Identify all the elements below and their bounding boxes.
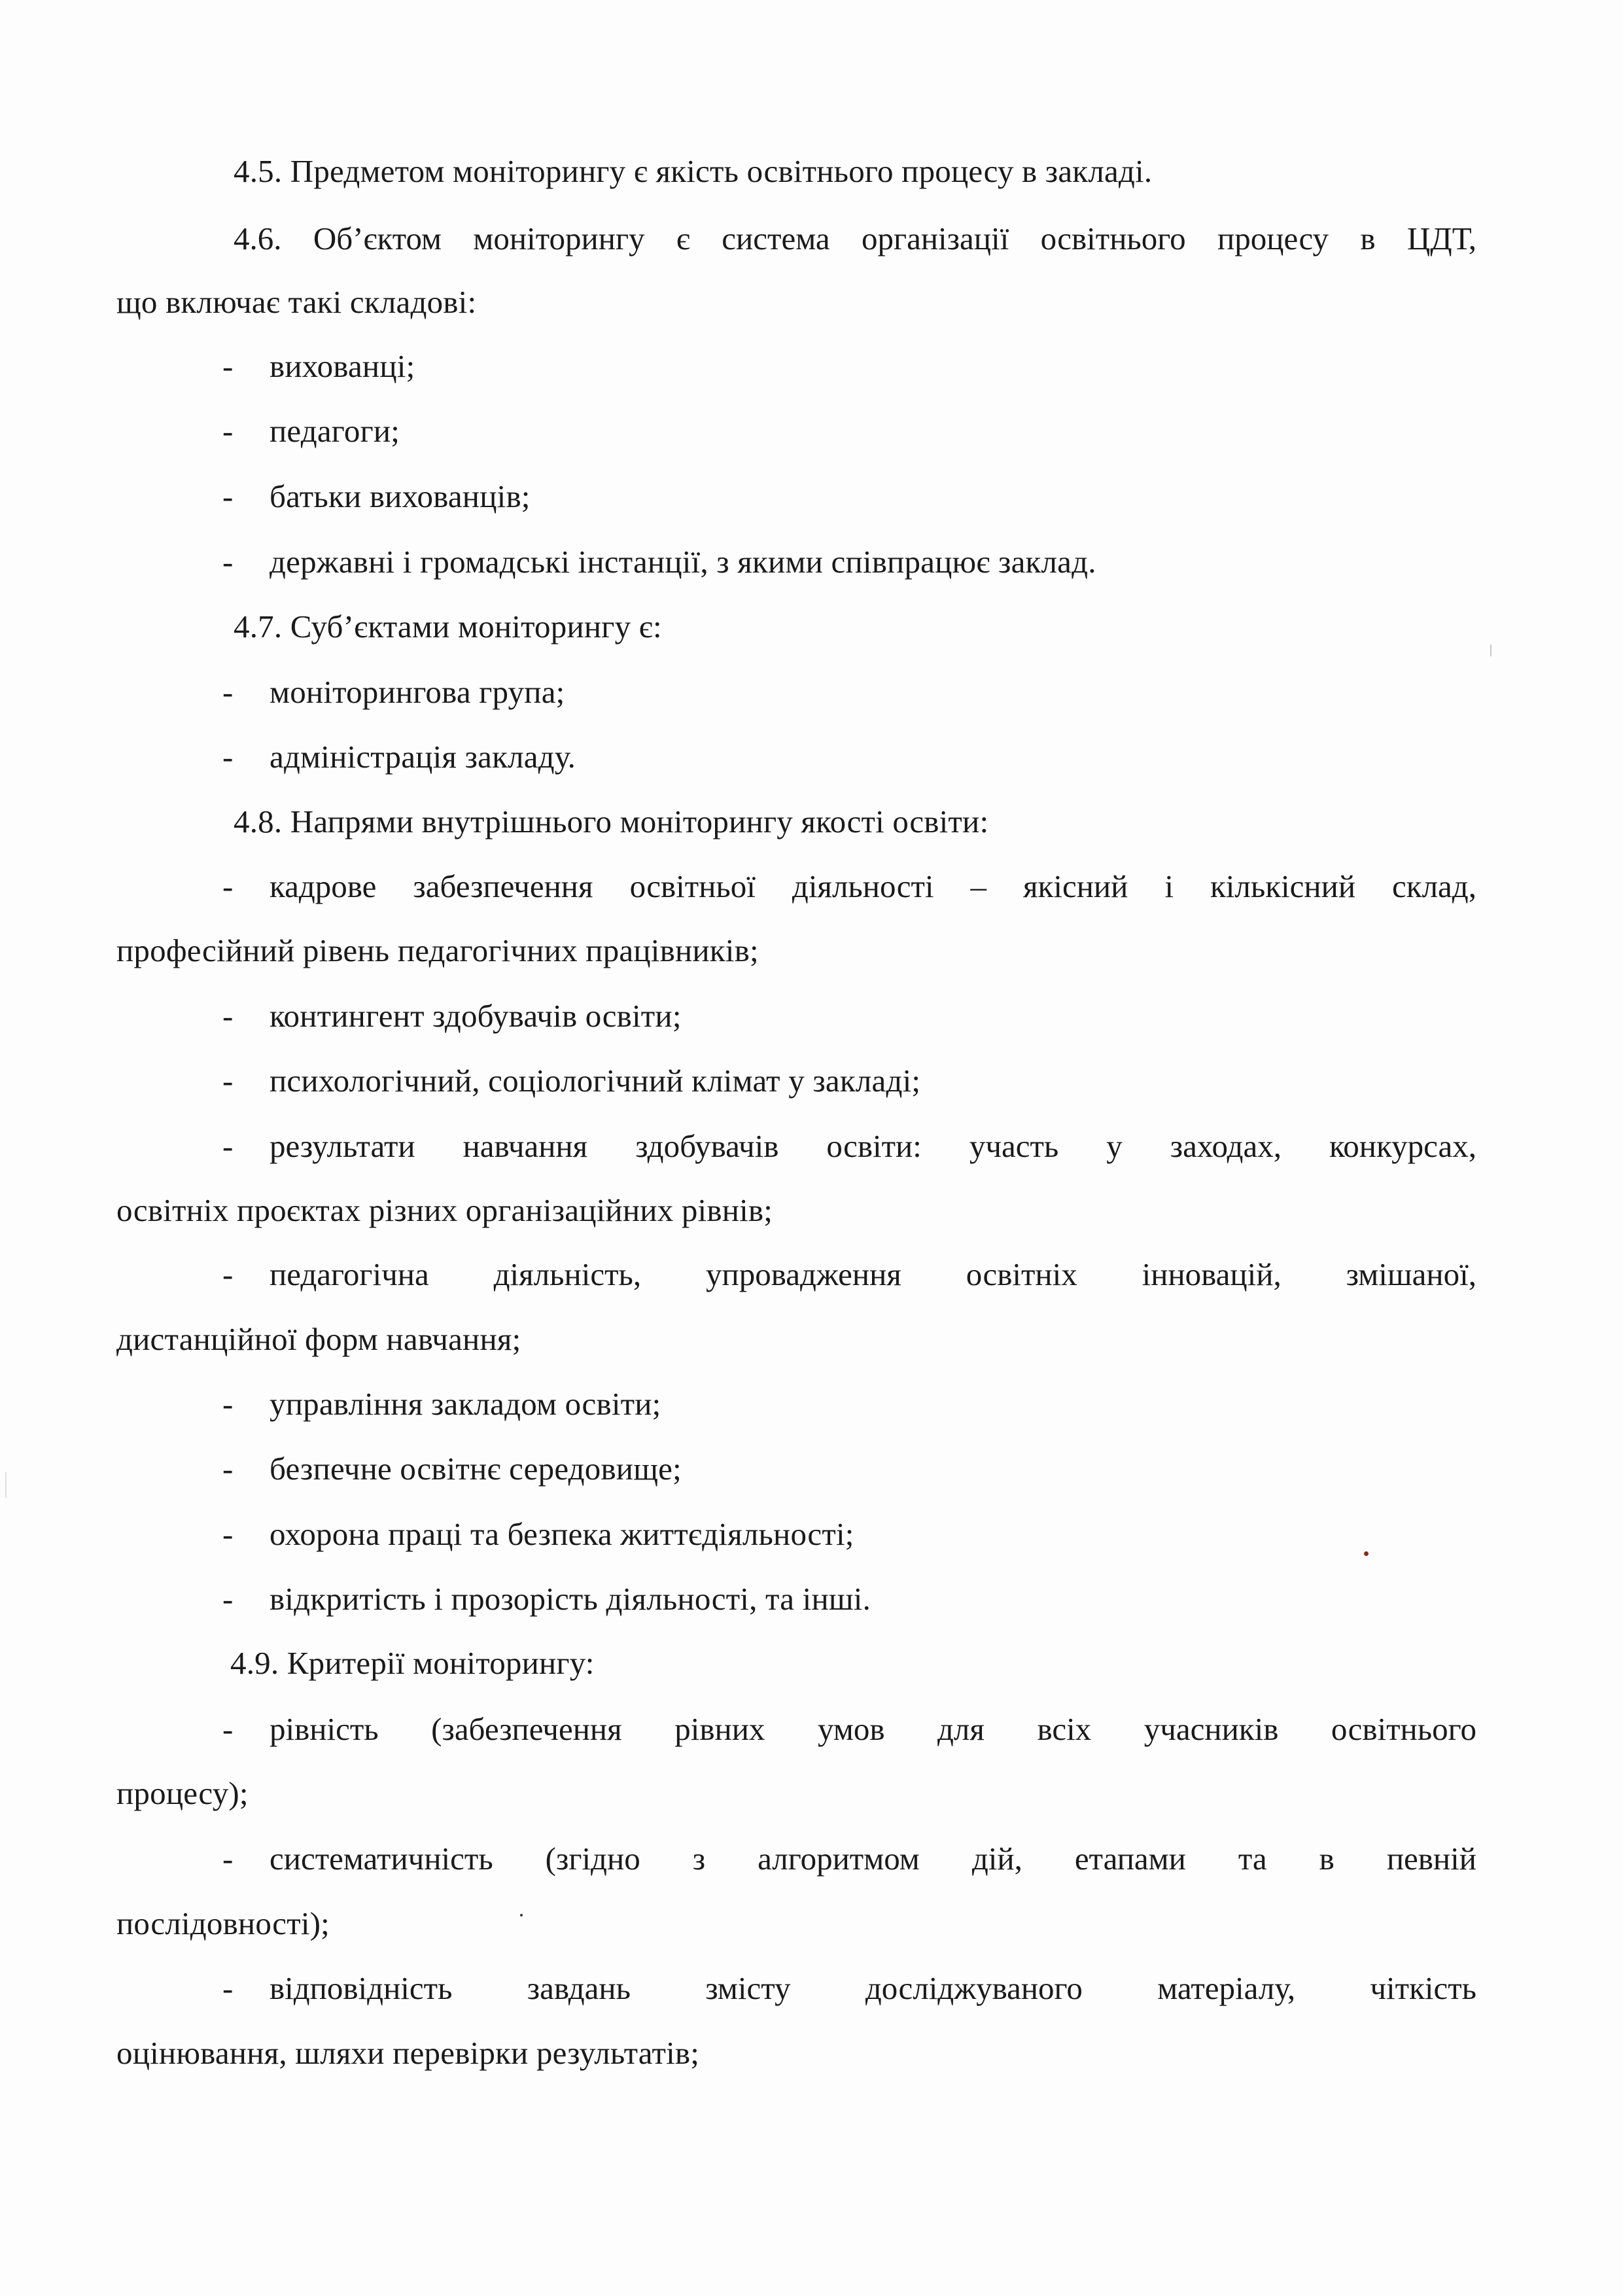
list-dash: - — [222, 1128, 234, 1164]
list-item: кадрове забезпечення освітньої діяльності – якісний і кількісний склад, — [270, 868, 1476, 904]
list-dash: - — [222, 1451, 234, 1487]
list-dash: - — [222, 413, 234, 449]
list-dash: - — [222, 1256, 234, 1292]
list-item: педагоги; — [270, 413, 400, 449]
list-dash: - — [222, 1841, 234, 1877]
list-item-continuation: оцінювання, шляхи перевірки результатів; — [116, 2035, 700, 2071]
list-item: вихованці; — [270, 348, 415, 384]
list-item: педагогічна діяльність, упровадження освітніх інновацій, змішаної, — [270, 1256, 1476, 1292]
clause-4-6-continuation: що включає такі складові: — [116, 284, 477, 320]
list-dash: - — [222, 1516, 234, 1552]
list-item: батьки вихованців; — [270, 478, 531, 514]
list-item: психологічний, соціологічний клімат у закладі; — [270, 1063, 921, 1099]
list-item: адміністрація закладу. — [270, 739, 576, 775]
clause-4-5: 4.5. Предметом моніторингу є якість освітнього процесу в закладі. — [234, 153, 1153, 189]
list-dash: - — [222, 868, 234, 904]
list-item-continuation: дистанційної форм навчання; — [116, 1321, 521, 1357]
list-item-continuation: послідовності); — [116, 1905, 330, 1941]
list-dash: - — [222, 478, 234, 514]
list-item: безпечне освітнє середовище; — [270, 1451, 682, 1487]
clause-4-9: 4.9. Критерії моніторингу: — [230, 1645, 595, 1681]
list-item-continuation: освітніх проєктах різних організаційних рівнів; — [116, 1192, 773, 1228]
list-dash: - — [222, 1386, 234, 1422]
scan-mark — [5, 1472, 7, 1498]
list-dash: - — [222, 998, 234, 1034]
list-item: державні і громадські інстанції, з якими співпрацює заклад. — [270, 544, 1096, 580]
list-item: рівність (забезпечення рівних умов для всіх учасників освітнього — [270, 1711, 1476, 1747]
list-item: відповідність завдань змісту досліджуваного матеріалу, чіткість — [270, 1970, 1476, 2006]
list-item: результати навчання здобувачів освіти: участь у заходах, конкурсах, — [270, 1128, 1476, 1164]
list-dash: - — [222, 674, 234, 710]
scan-speck — [1364, 1551, 1369, 1556]
list-dash: - — [222, 1063, 234, 1099]
scan-speck — [520, 1914, 523, 1916]
list-dash: - — [222, 544, 234, 580]
list-item: відкритість і прозорість діяльності, та інші. — [270, 1581, 871, 1617]
list-dash: - — [222, 1970, 234, 2006]
list-item: контингент здобувачів освіти; — [270, 998, 682, 1034]
list-dash: - — [222, 348, 234, 384]
clause-4-7: 4.7. Суб’єктами моніторингу є: — [234, 609, 662, 645]
list-item: моніторингова група; — [270, 674, 565, 710]
list-item-continuation: процесу); — [116, 1775, 249, 1811]
scan-mark — [1490, 645, 1492, 656]
list-item: систематичність (згідно з алгоритмом дій, етапами та в певній — [270, 1841, 1476, 1877]
list-item: охорона праці та безпека життєдіяльності; — [270, 1516, 854, 1552]
list-item: управління закладом освіти; — [270, 1386, 661, 1422]
clause-4-8: 4.8. Напрями внутрішнього моніторингу якості освіти: — [234, 804, 989, 839]
list-item-continuation: професійний рівень педагогічних працівників; — [116, 932, 759, 968]
clause-4-6: 4.6. Об’єктом моніторингу є система організації освітнього процесу в ЦДТ, — [234, 221, 1476, 256]
list-dash: - — [222, 739, 234, 775]
list-dash: - — [222, 1581, 234, 1617]
list-dash: - — [222, 1711, 234, 1747]
